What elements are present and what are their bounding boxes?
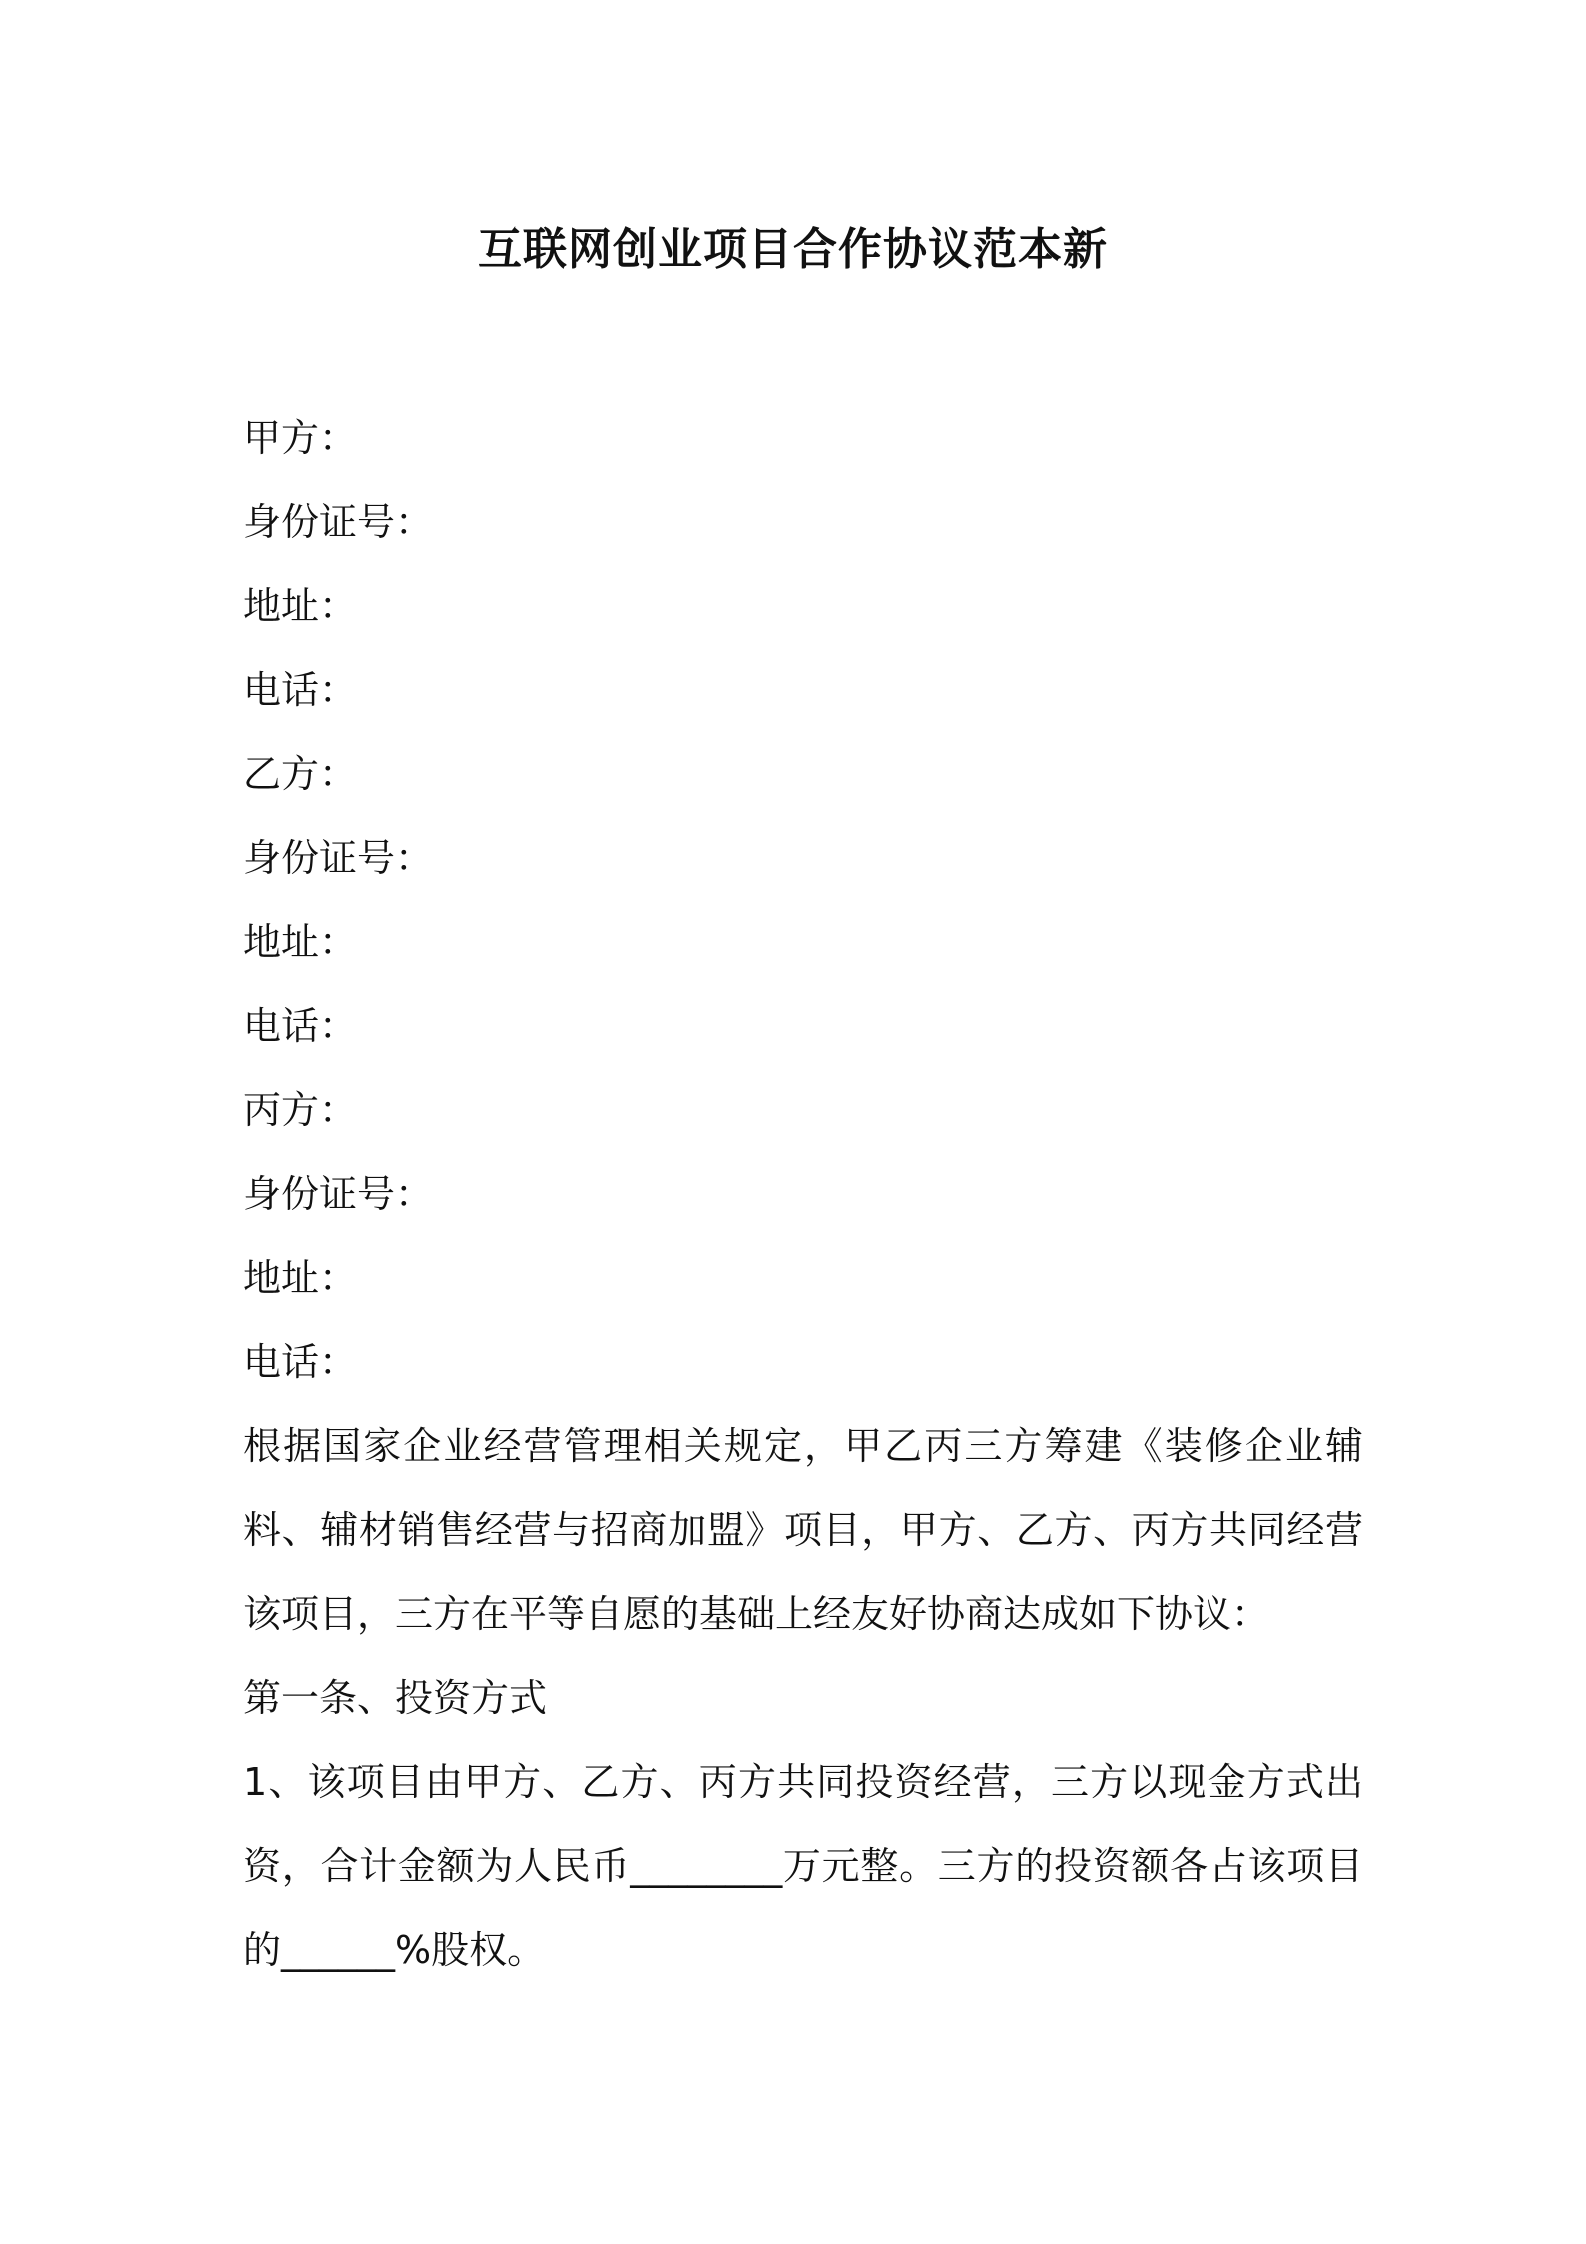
party-b-address-label: 地址： bbox=[243, 920, 358, 964]
party-a-address-label: 地址： bbox=[243, 584, 358, 628]
agreement-body bbox=[243, 1404, 1363, 1992]
party-c-id-label: 身份证号： bbox=[243, 1172, 434, 1216]
party-a-phone-label: 电话： bbox=[243, 668, 358, 712]
article-1-clause-1: 1、该项目由甲方、乙方、丙方共同投资经营，三方以现金方式出资，合计金额为人民币________万元整。三方的投资额各占该项目的______%股权。 bbox=[243, 1760, 1363, 1972]
party-c-phone-label: 电话： bbox=[243, 1340, 358, 1384]
party-c-label: 丙方： bbox=[243, 1088, 358, 1132]
party-b-label: 乙方： bbox=[243, 752, 358, 796]
party-info-section bbox=[243, 396, 1363, 1404]
party-b-phone-label: 电话： bbox=[243, 1004, 358, 1048]
intro-paragraph: 根据国家企业经营管理相关规定，甲乙丙三方筹建《装修企业辅料、辅材销售经营与招商加盟》项目，甲方、乙方、丙方共同经营该项目，三方在平等自愿的基础上经友好协商达成如下协议： bbox=[243, 1424, 1363, 1636]
party-a-label: 甲方： bbox=[243, 416, 358, 460]
party-b-id-label: 身份证号： bbox=[243, 836, 434, 880]
document-title: 互联网创业项目合作协议范本新 bbox=[478, 224, 1108, 275]
party-c-address-label: 地址： bbox=[243, 1256, 358, 1300]
party-a-id-label: 身份证号： bbox=[243, 500, 434, 544]
article-1-heading: 第一条、投资方式 bbox=[243, 1676, 548, 1720]
